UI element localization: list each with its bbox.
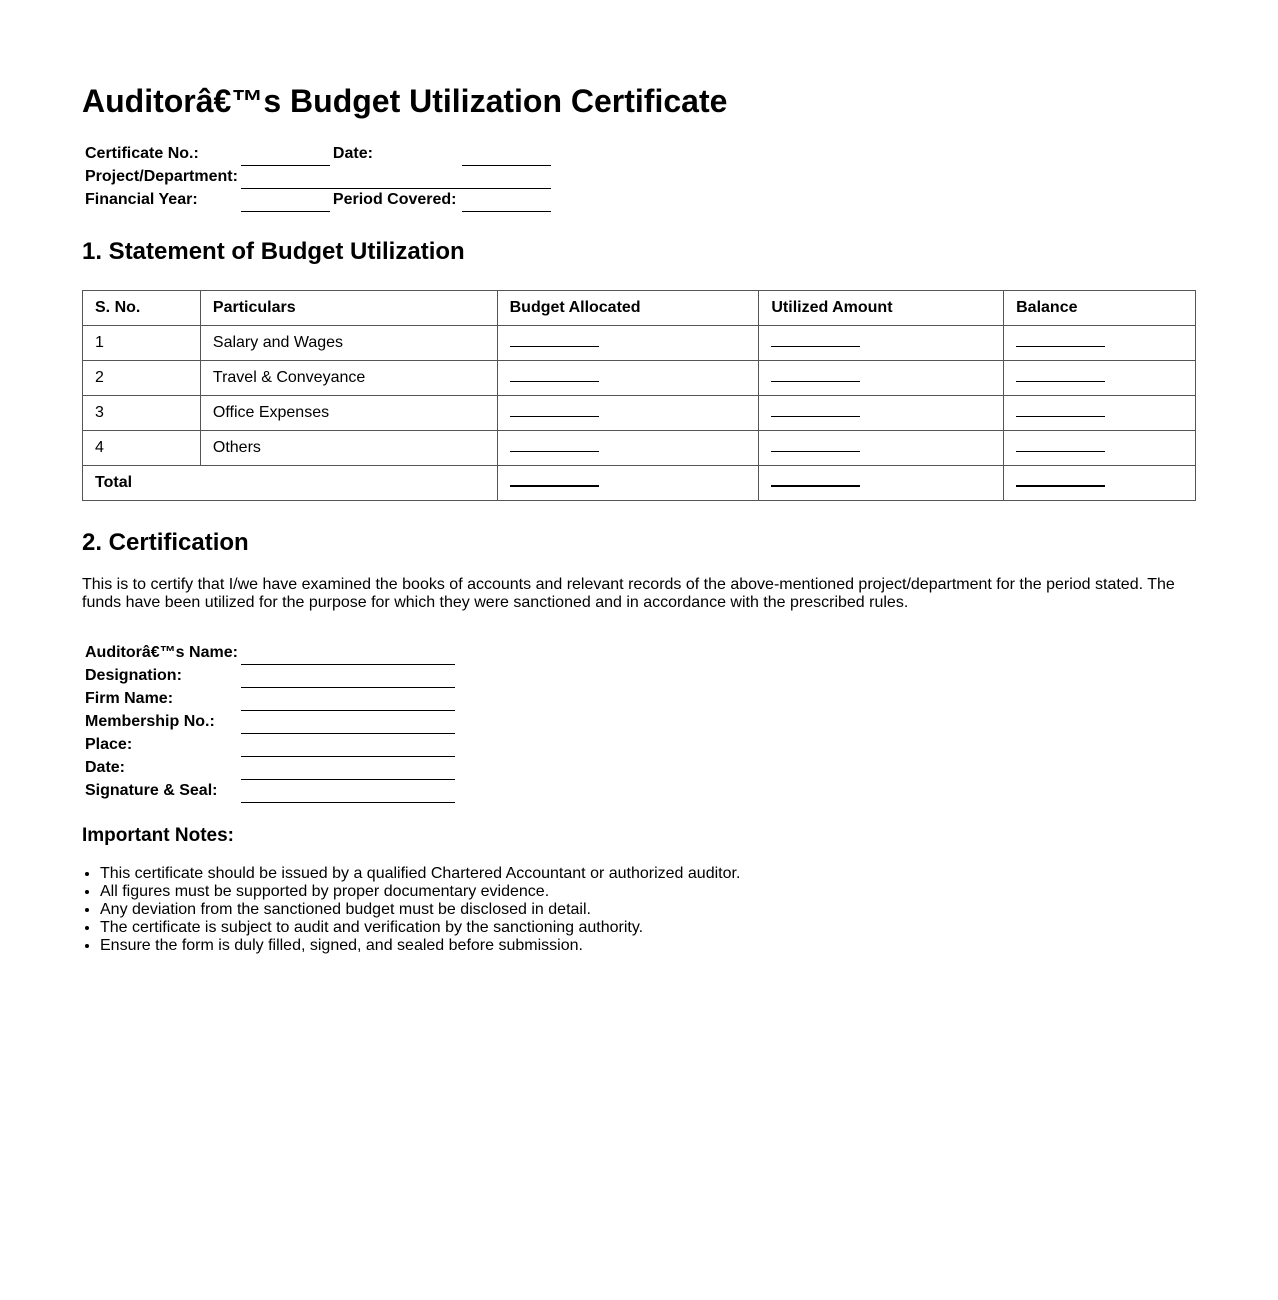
budget-allocated-field[interactable] (510, 372, 599, 382)
utilized-amount-field[interactable] (771, 407, 860, 417)
list-item: • All figures must be supported by proper documentary evidence. (100, 883, 740, 901)
budget-allocated-field[interactable] (510, 407, 599, 417)
period-covered-label: Period Covered: (332, 191, 457, 209)
certificate-no-label: Certificate No.: (85, 145, 199, 163)
list-item: • This certificate should be issued by a qualified Chartered Accountant or authorized auditor. (100, 865, 740, 883)
column-header: Particulars (200, 291, 497, 326)
row-number: 2 (83, 361, 201, 396)
certificate-no-field[interactable] (241, 143, 330, 166)
auditor-name-field[interactable] (241, 642, 455, 665)
signoff-date-field[interactable] (241, 757, 455, 780)
notes-heading: Important Notes: (82, 825, 234, 846)
column-header: Budget Allocated (497, 291, 759, 326)
utilized-amount-field[interactable] (771, 442, 860, 452)
table-row (83, 326, 1196, 361)
period-covered-field[interactable] (462, 189, 551, 212)
list-item: • Ensure the form is duly filled, signed, and sealed before submission. (100, 937, 740, 955)
list-item: • The certificate is subject to audit and verification by the sanctioning authority. (100, 919, 740, 937)
row-particular: Travel & Conveyance (200, 361, 497, 396)
row-particular: Salary and Wages (200, 326, 497, 361)
list-item: • Any deviation from the sanctioned budget must be disclosed in detail. (100, 901, 740, 919)
certification-paragraph: This is to certify that I/we have examined the books of accounts and relevant records of the above-mentioned project/department for the period stated. The funds have been utilized for the purpose for which they were sanctioned and in accordance with the prescribed rules. (82, 576, 1175, 611)
designation-field[interactable] (241, 665, 455, 688)
firm-name-label: Firm Name: (85, 690, 174, 707)
row-particular: Others (200, 431, 497, 466)
total-budget-allocated-field[interactable] (510, 476, 599, 487)
row-particular: Office Expenses (200, 396, 497, 431)
date-label: Date: (332, 145, 373, 163)
firm-name-field[interactable] (241, 688, 455, 711)
utilized-amount-field[interactable] (771, 337, 860, 347)
notes-list (82, 865, 740, 955)
table-row (83, 361, 1196, 396)
total-utilized-amount-field[interactable] (771, 476, 860, 487)
budget-allocated-field[interactable] (510, 442, 599, 452)
financial-year-field[interactable] (241, 189, 330, 212)
total-balance-field[interactable] (1016, 476, 1105, 487)
financial-year-label: Financial Year: (85, 191, 198, 208)
column-header: Utilized Amount (759, 291, 1004, 326)
auditor-name-label: Auditorâ€™s Name: (85, 644, 238, 662)
table-row (83, 396, 1196, 431)
membership-no-field[interactable] (241, 711, 455, 734)
place-field[interactable] (241, 734, 455, 757)
place-label: Place: (85, 736, 133, 753)
row-number: 4 (83, 431, 201, 466)
utilized-amount-field[interactable] (771, 372, 860, 382)
total-row (83, 466, 1196, 501)
signature-seal-label: Signature & Seal: (85, 782, 218, 799)
section-2-heading: 2. Certification (82, 529, 249, 556)
project-field[interactable] (241, 166, 551, 189)
page-title: Auditorâ€™s Budget Utilization Certificate (82, 83, 728, 119)
balance-field[interactable] (1016, 442, 1105, 452)
column-header: Balance (1004, 291, 1196, 326)
certificate-info (82, 143, 551, 212)
budget-table (82, 290, 1196, 501)
signoff-date-label: Date: (85, 759, 126, 776)
project-label: Project/Department: (85, 168, 238, 185)
date-field[interactable] (462, 143, 551, 166)
row-number: 3 (83, 396, 201, 431)
section-1-heading: 1. Statement of Budget Utilization (82, 238, 465, 265)
designation-label: Designation: (85, 667, 182, 684)
signature-seal-field[interactable] (241, 780, 455, 803)
membership-no-label: Membership No.: (85, 713, 215, 730)
table-header-row (83, 291, 1196, 326)
total-label: Total (83, 466, 498, 501)
balance-field[interactable] (1016, 372, 1105, 382)
column-header: S. No. (83, 291, 201, 326)
table-row (83, 431, 1196, 466)
row-number: 1 (83, 326, 201, 361)
balance-field[interactable] (1016, 407, 1105, 417)
balance-field[interactable] (1016, 337, 1105, 347)
auditor-details (82, 642, 455, 803)
budget-allocated-field[interactable] (510, 337, 599, 347)
